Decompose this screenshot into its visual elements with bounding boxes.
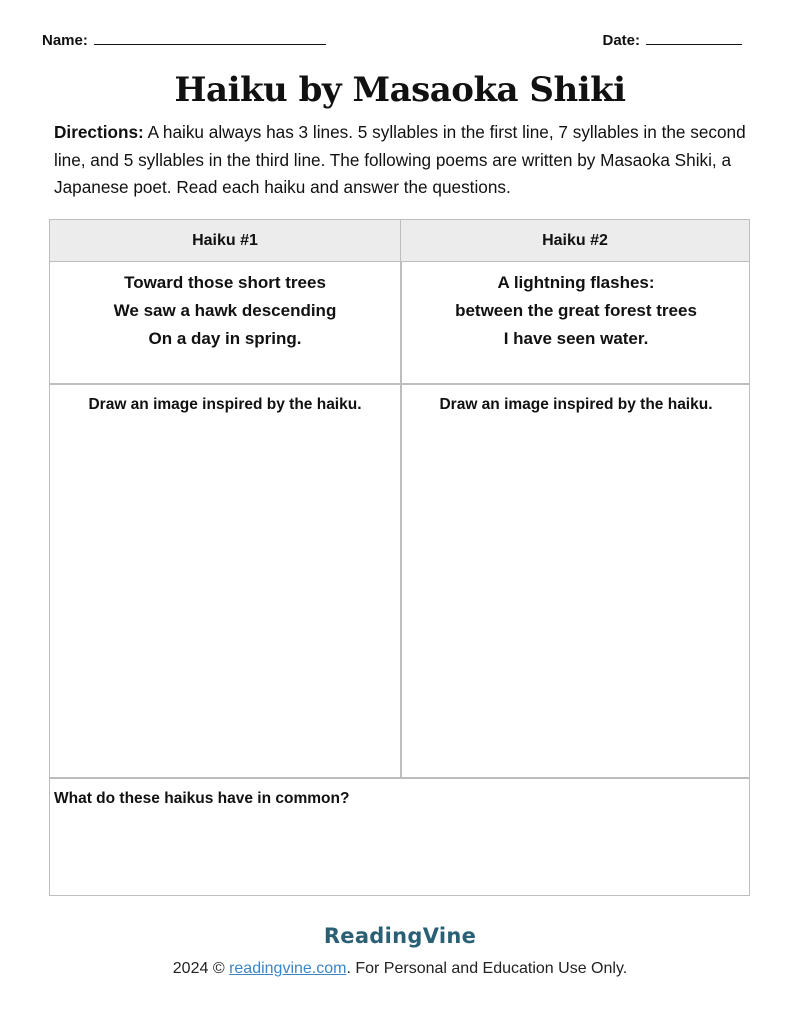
haiku-2-line-2: between the great forest trees: [455, 301, 697, 320]
footer-year: 2024 ©: [172, 960, 230, 977]
drawing-divider: [50, 777, 749, 779]
date-field: [602, 32, 742, 49]
haiku-1-text: [50, 269, 400, 353]
directions-label: Directions:: [54, 122, 144, 142]
name-label: Name:: [42, 32, 88, 49]
name-blank: [94, 32, 326, 45]
header-row: [42, 32, 742, 49]
readingvine-logo: ReadingVine: [323, 924, 477, 948]
haiku-1-line-1: Toward those short trees: [124, 273, 326, 292]
name-field: [42, 32, 326, 49]
common-question: What do these haikus have in common?: [54, 790, 350, 807]
haiku-1-line-3: On a day in spring.: [148, 329, 302, 348]
directions: [54, 119, 756, 202]
haiku-table: [49, 219, 750, 896]
column-heading-2: Haiku #2: [401, 220, 749, 261]
date-blank: [646, 32, 742, 45]
poem-divider: [50, 383, 749, 385]
haiku-2-text: [401, 269, 751, 353]
draw-prompt-2: Draw an image inspired by the haiku.: [439, 396, 713, 413]
haiku-1-line-2: We saw a hawk descending: [113, 301, 337, 320]
page-title: Haiku by Masaoka Shiki: [174, 70, 626, 110]
haiku-2-line-3: I have seen water.: [503, 329, 649, 348]
directions-text: A haiku always has 3 lines. 5 syllables in the first line, 7 syllables in the second line, and 5 syllables in the third line. The following poems are written by Masaoka Shiki, a Japanese poet. Read each haiku and answer the questions.: [54, 122, 746, 197]
draw-prompt-1: Draw an image inspired by the haiku.: [88, 396, 362, 413]
column-heading-1: Haiku #1: [50, 220, 400, 261]
footer-suffix: . For Personal and Education Use Only.: [346, 960, 628, 977]
date-label: Date:: [602, 32, 640, 49]
haiku-2-line-1: A lightning flashes:: [497, 273, 655, 292]
footer: [0, 960, 800, 978]
footer-link[interactable]: readingvine.com: [229, 960, 347, 977]
